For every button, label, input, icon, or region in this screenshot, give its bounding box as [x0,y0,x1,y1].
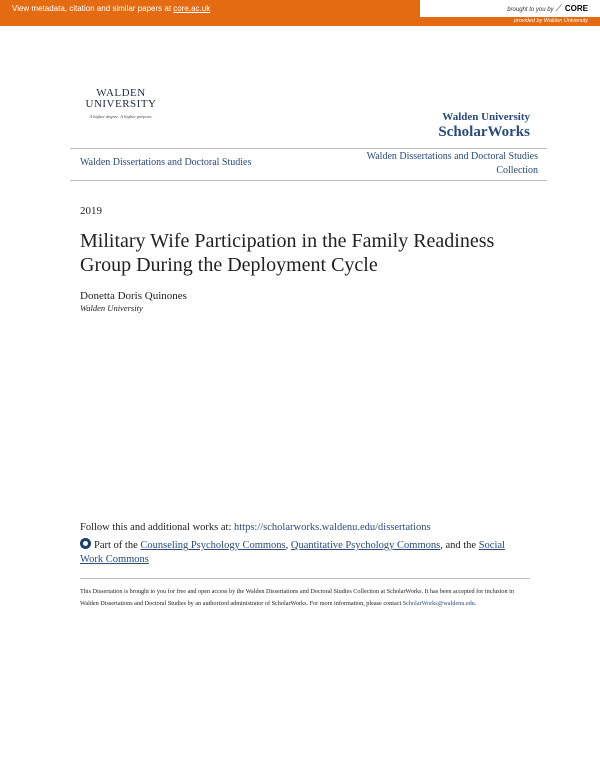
brand-line-2: ScholarWorks [438,124,530,140]
notice-end: . [474,600,477,607]
core-banner [0,0,600,26]
follow-label: Follow this and additional works at: [80,522,234,533]
core-brought-by [420,0,600,17]
collection-divider [70,180,547,181]
author-affiliation: Walden University [80,303,143,313]
follow-works [80,522,431,533]
author-name: Donetta Doris Quinones [80,290,187,302]
part-of-commons [80,538,530,567]
publication-year: 2019 [80,205,102,217]
brought-by-text: brought to you by [507,7,554,13]
notice-text: This Dissertation is brought to you for free and open access by the Walden Dissertations and Doctoral Studies Collection at ScholarWorks. It has been accepted for inclusion in Walden Dissertations and Doctoral Studies by an authorized administrator of ScholarWorks. For more information, please contact [80,588,514,607]
core-logo-text[interactable]: CORE [564,4,588,13]
logo-line-2: UNIVERSITY [85,98,157,110]
top-divider [70,148,547,149]
core-metadata-text: View metadata, citation and similar papers at [12,4,174,13]
core-metadata-bar [0,0,420,17]
social-work-link[interactable]: Social Work Commons [80,540,505,565]
quantitative-psychology-link[interactable]: Quantitative Psychology Commons [290,540,441,551]
availability-notice [80,586,525,610]
scholarworks-brand[interactable] [438,110,530,141]
notice-divider [80,578,530,579]
part-of-sep-1: , [285,540,291,551]
collection-link-left[interactable]: Walden Dissertations and Doctoral Studies [80,157,252,168]
counseling-psychology-link[interactable]: Counseling Psychology Commons [140,540,286,551]
logo-line-1: WALDEN [96,87,146,99]
logo-tagline: A higher degree. A higher purpose. [89,114,153,119]
contact-email-link[interactable]: ScholarWorks@waldenu.edu [402,600,475,607]
provided-by-text: provided by Walden University [513,18,588,24]
provided-by-bar [0,17,600,26]
part-of-prefix: Part of the [94,540,141,551]
collection-link-right[interactable]: Walden Dissertations and Doctoral Studies Collection [366,151,538,176]
commons-icon [80,538,91,549]
walden-university-logo [80,88,162,130]
part-of-sep-2: , and the [440,540,479,551]
brand-line-1: Walden University [442,111,530,123]
core-link[interactable]: core.ac.uk [173,4,211,13]
document-title: Military Wife Participation in the Family Readiness Group During the Deployment Cycle [80,230,495,276]
core-logo-icon: ⟋ [555,3,562,13]
dissertations-url[interactable]: https://scholarworks.waldenu.edu/dissertations [234,522,431,533]
